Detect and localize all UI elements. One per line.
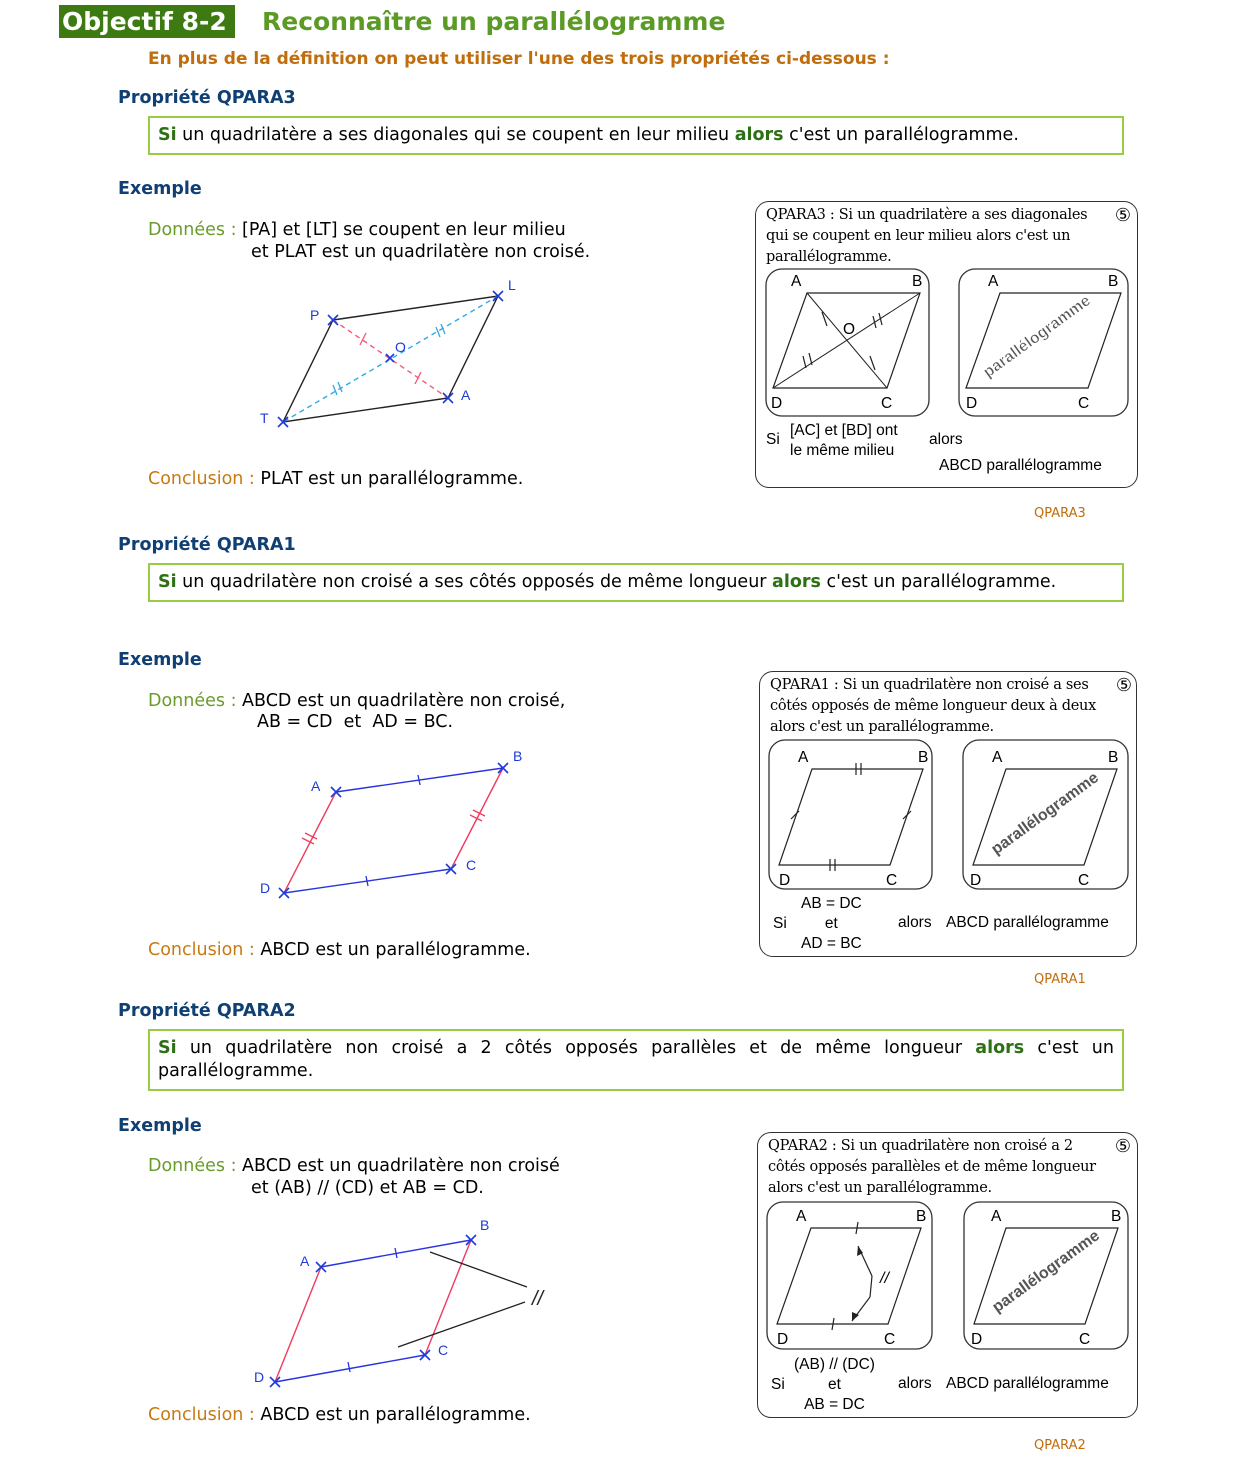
card-figure-result (958, 268, 1130, 418)
svg-text://: // (880, 1270, 889, 1287)
card-figure-diagonals (765, 268, 931, 418)
point-a: A (461, 387, 471, 403)
svg-text:C: C (884, 1331, 896, 1348)
svg-text:D: D (254, 1369, 265, 1385)
card-figure-result (962, 739, 1130, 891)
card-si: Si (766, 431, 780, 448)
svg-text:C: C (1079, 1331, 1091, 1348)
rule-box-qpara1: Si un quadrilatère non croisé a ses côtés opposés de même longueur alors c'est un parallélogramme. (148, 563, 1124, 602)
donnees-text: [PA] et [LT] se coupent en leur milieu (242, 220, 566, 240)
card-figure-parallel (766, 1201, 934, 1351)
card-result: ABCD parallélogramme (946, 914, 1109, 931)
card-figure-result (963, 1201, 1130, 1351)
rule-alors: alors (734, 125, 784, 145)
donnees-line-2: AB = CD et AD = BC. (257, 712, 454, 732)
example-title: Exemple (118, 650, 202, 670)
figure-abcd-1 (250, 745, 540, 905)
property-title-qpara1: Propriété QPARA1 (118, 535, 296, 555)
svg-text:B: B (1111, 1208, 1122, 1225)
svg-text:A: A (992, 749, 1003, 766)
card-si: Si (771, 1376, 785, 1393)
svg-text:D: D (260, 880, 271, 896)
svg-text:D: D (777, 1331, 789, 1348)
donnees-line-1: Données : ABCD est un quadrilatère non croisé (148, 1156, 560, 1176)
donnees-label: Données : (148, 220, 243, 240)
conclusion-line: Conclusion : ABCD est un parallélogramme. (148, 940, 531, 960)
property-title-qpara3: Propriété QPARA3 (118, 88, 296, 108)
svg-text:D: D (970, 872, 982, 889)
svg-text:D: D (779, 872, 791, 889)
svg-text:D: D (966, 395, 978, 412)
card-figure-sides (768, 739, 934, 891)
conclusion-label: Conclusion : (148, 469, 261, 489)
reference-qpara2: QPARA2 (1034, 1438, 1086, 1453)
card-result: ABCD parallélogramme (946, 1375, 1109, 1392)
objective-badge: Objectif 8-2 (59, 5, 235, 38)
conclusion-line (148, 468, 523, 490)
point-l: L (508, 277, 516, 293)
card-number: ⑤ (1115, 675, 1132, 696)
svg-text:C: C (1078, 395, 1090, 412)
svg-text:C: C (438, 1342, 449, 1358)
figure-plat (250, 275, 540, 435)
svg-text:A: A (311, 778, 321, 794)
parallel-symbol: // (532, 1288, 544, 1310)
svg-text:A: A (991, 1208, 1002, 1225)
svg-text:B: B (1108, 749, 1119, 766)
svg-text:D: D (971, 1331, 983, 1348)
svg-text:B: B (918, 749, 929, 766)
rule-text-2: c'est un parallélogramme. (783, 125, 1019, 145)
property-card-qpara1 (759, 671, 1137, 957)
donnees-line-1 (148, 219, 566, 241)
svg-text:B: B (916, 1208, 927, 1225)
svg-text:B: B (1108, 273, 1119, 290)
svg-text:C: C (886, 872, 898, 889)
card-point-d: D (771, 395, 783, 412)
point-o: O (395, 339, 406, 355)
reference-qpara3: QPARA3 (1034, 506, 1086, 521)
reference-qpara1: QPARA1 (1034, 972, 1086, 987)
card-si: Si (773, 915, 787, 932)
card-point-b: B (912, 273, 923, 290)
card-point-a: A (791, 273, 802, 290)
card-head: QPARA1 : Si un quadrilatère non croisé a ses côtés opposés de même longueur deux à deux alors c'est un parallélogramme. (770, 677, 1096, 735)
card-number: ⑤ (1114, 1136, 1131, 1157)
card-result: ABCD parallélogramme (939, 457, 1102, 474)
card-condition: (AB) // (DC) et AB = DC (794, 1356, 875, 1413)
svg-text:A: A (798, 749, 809, 766)
card-alors: alors (898, 914, 932, 931)
svg-text:parallélogramme: parallélogramme (989, 1227, 1103, 1317)
card-number: ⑤ (1114, 205, 1131, 226)
example-title: Exemple (118, 179, 202, 199)
property-card-qpara2 (757, 1132, 1138, 1418)
card-alors: alors (929, 431, 963, 448)
donnees-line-1: Données : ABCD est un quadrilatère non croisé, (148, 691, 566, 711)
svg-text:A: A (988, 273, 999, 290)
intro-text: En plus de la définition on peut utiliser l'une des trois propriétés ci-dessous : (148, 49, 890, 69)
conclusion-text: PLAT est un parallélogramme. (260, 469, 524, 489)
page-title: Reconnaître un parallélogramme (262, 7, 726, 36)
svg-text:B: B (480, 1217, 490, 1233)
rule-si: Si (158, 125, 177, 145)
donnees-line-2: et (AB) // (CD) et AB = CD. (251, 1178, 484, 1198)
rule-text-1: un quadrilatère a ses diagonales qui se coupent en leur milieu (176, 125, 735, 145)
card-head: QPARA2 : Si un quadrilatère non croisé a 2 côtés opposés parallèles et de même longueur alors c'est un parallélogramme. (768, 1138, 1096, 1196)
svg-text:parallélogramme: parallélogramme (988, 769, 1102, 859)
card-point-c: C (881, 395, 893, 412)
conclusion-line: Conclusion : ABCD est un parallélogramme. (148, 1405, 531, 1425)
card-head: QPARA3 : Si un quadrilatère a ses diagonales qui se coupent en leur milieu alors c'est un parallélogramme. (766, 207, 1088, 265)
svg-text:C: C (466, 857, 477, 873)
property-title-qpara2: Propriété QPARA2 (118, 1001, 296, 1021)
rule-box-qpara3 (148, 116, 1124, 155)
point-p: P (310, 307, 320, 323)
svg-text:B: B (513, 748, 523, 764)
donnees-line-2: et PLAT est un quadrilatère non croisé. (251, 242, 591, 262)
card-alors: alors (898, 1375, 932, 1392)
card-point-o: O (843, 321, 856, 338)
watermark: parallélogramme (980, 292, 1094, 382)
card-condition: AB = DC et AD = BC (801, 895, 862, 952)
point-t: T (260, 410, 269, 426)
card-condition: [AC] et [BD] ont le même milieu (790, 422, 898, 459)
rule-box-qpara2: Si un quadrilatère non croisé a 2 côtés opposés parallèles et de même longueur alors c'est un parallélogramme. (148, 1029, 1124, 1091)
svg-text:A: A (796, 1208, 807, 1225)
example-title: Exemple (118, 1116, 202, 1136)
property-card-qpara3 (755, 201, 1138, 488)
svg-text:A: A (300, 1253, 310, 1269)
svg-text:C: C (1078, 872, 1090, 889)
figure-abcd-2 (240, 1210, 560, 1395)
